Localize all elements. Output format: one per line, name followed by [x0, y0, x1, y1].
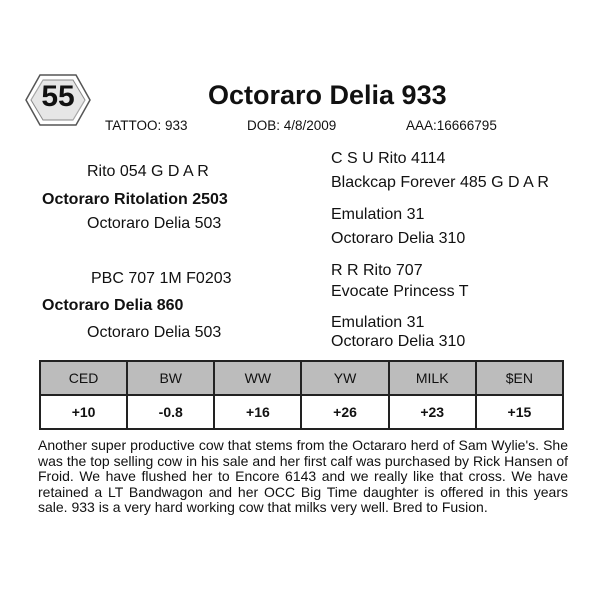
pedigree-sdd: Octoraro Delia 310 — [331, 230, 466, 247]
pedigree-sire-sire: Rito 054 G D A R — [87, 163, 209, 180]
epd-value-row — [40, 395, 563, 429]
pedigree-dss: R R Rito 707 — [331, 262, 423, 279]
epd-header-bw: BW — [127, 361, 214, 395]
aaa-registration-text: AAA:16666795 — [406, 118, 497, 133]
epd-value-en: +15 — [476, 395, 563, 429]
epd-header-en: $EN — [476, 361, 563, 395]
epd-header-yw: YW — [301, 361, 388, 395]
epd-value-ced: +10 — [40, 395, 127, 429]
epd-value-bw: -0.8 — [127, 395, 214, 429]
pedigree-sire: Octoraro Ritolation 2503 — [42, 191, 228, 208]
description-paragraph: Another super productive cow that stems from the Octararo herd of Sam Wylie's. She was the top selling cow in his sale and her first calf was purchased by Rick Hansen of Froid. We have flushed her to Encore 6143 and we really like that cross. We have retained a LT Bandwagon and her OCC Big Time daughter is offered in this years sale. 933 is a very hard working cow that milks very well. Bred to Fusion. — [38, 437, 568, 515]
dob-text: DOB: 4/8/2009 — [247, 118, 337, 133]
pedigree-dsd: Evocate Princess T — [331, 283, 469, 300]
animal-name-title: Octoraro Delia 933 — [208, 80, 447, 110]
pedigree-sds: Emulation 31 — [331, 206, 425, 223]
epd-header-row — [40, 361, 563, 395]
epd-value-ww: +16 — [214, 395, 301, 429]
pedigree-dam-sire: PBC 707 1M F0203 — [91, 270, 232, 287]
lot-badge — [24, 73, 92, 127]
epd-header-ww: WW — [214, 361, 301, 395]
pedigree-dam: Octoraro Delia 860 — [42, 297, 184, 314]
pedigree-dds: Emulation 31 — [331, 314, 425, 331]
lot-number: 55 — [41, 80, 75, 113]
epd-value-yw: +26 — [301, 395, 388, 429]
epd-header-ced: CED — [40, 361, 127, 395]
epd-table — [39, 360, 564, 430]
pedigree-ddd: Octoraro Delia 310 — [331, 333, 466, 350]
tattoo-text: TATTOO: 933 — [105, 118, 188, 133]
pedigree-dam-dam: Octoraro Delia 503 — [87, 324, 222, 341]
pedigree-ssd: Blackcap Forever 485 G D A R — [331, 174, 549, 191]
pedigree-sire-dam: Octoraro Delia 503 — [87, 215, 222, 232]
epd-value-milk: +23 — [389, 395, 476, 429]
pedigree-sss: C S U Rito 4114 — [331, 150, 446, 167]
epd-header-milk: MILK — [389, 361, 476, 395]
